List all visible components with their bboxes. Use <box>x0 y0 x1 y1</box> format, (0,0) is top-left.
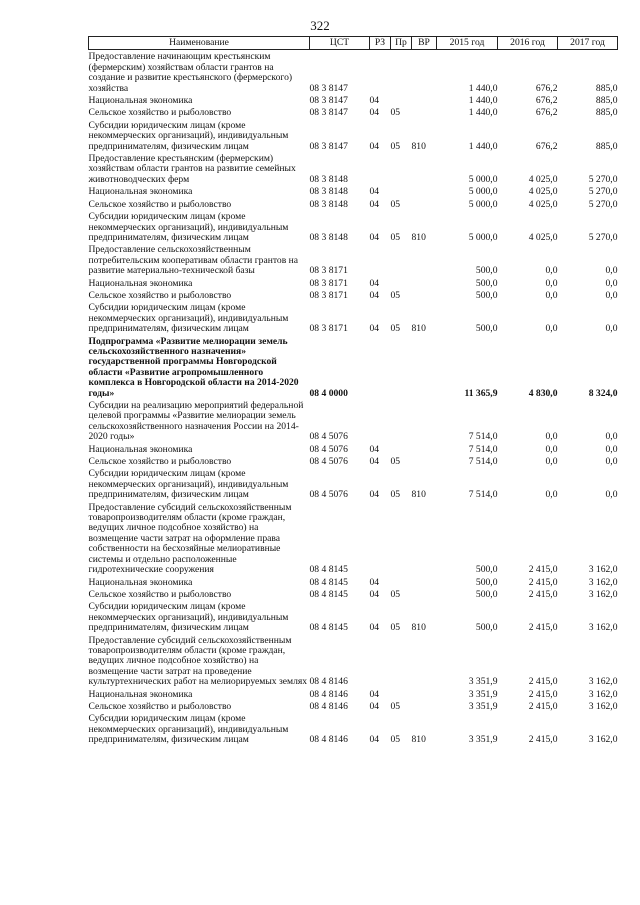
row-cst: 08 3 8147 <box>309 107 348 119</box>
row-cst: 08 4 8146 <box>309 688 348 700</box>
row-cst: 08 3 8147 <box>309 140 348 152</box>
row-pr <box>391 688 412 700</box>
table-row <box>89 277 618 289</box>
row-rz: 04 <box>369 198 380 210</box>
row-pr <box>391 277 412 289</box>
row-2017: 3 162,0 <box>588 688 618 700</box>
row-rz <box>370 243 391 276</box>
row-cst: 08 3 8148 <box>309 173 348 185</box>
row-cst: 08 4 8145 <box>309 588 348 600</box>
row-pr: 05 <box>390 140 401 152</box>
row-vr: 810 <box>411 489 426 501</box>
row-rz <box>370 399 391 443</box>
row-name: Национальная экономика <box>88 688 193 700</box>
table-row <box>89 94 618 106</box>
row-2016: 0,0 <box>545 323 558 335</box>
row-rz: 04 <box>369 107 380 119</box>
row-pr: 05 <box>390 107 401 119</box>
row-2015: 7 514,0 <box>468 443 498 455</box>
row-2017: 3 162,0 <box>588 676 618 688</box>
row-vr <box>412 198 437 210</box>
row-pr <box>391 634 412 688</box>
row-pr: 05 <box>390 588 401 600</box>
row-name: Предоставление крестьянским (фермерским) хозяйствам области грантов на развитие семейных животноводческих ферм <box>88 153 296 185</box>
row-2017: 0,0 <box>605 489 618 501</box>
row-rz <box>370 335 391 399</box>
row-pr: 05 <box>390 231 401 243</box>
row-2016: 676,2 <box>535 82 558 94</box>
table-row <box>89 712 618 745</box>
row-2017: 3 162,0 <box>588 564 618 576</box>
row-2017: 3 162,0 <box>588 622 618 634</box>
row-2015: 500,0 <box>475 622 498 634</box>
table-row <box>89 50 618 94</box>
row-vr <box>412 106 437 118</box>
row-pr <box>391 501 412 576</box>
row-2016: 2 415,0 <box>528 622 558 634</box>
row-2017: 0,0 <box>605 277 618 289</box>
row-2017: 885,0 <box>595 82 618 94</box>
row-2016: 4 025,0 <box>528 186 558 198</box>
page-number: 322 <box>310 18 330 33</box>
row-rz: 04 <box>369 688 380 700</box>
row-name: Предоставление начинающим крестьянским (фермерским) хозяйствам области грантов на создание и развитие крестьянского (фермерского) хозяйства <box>88 51 293 94</box>
row-cst: 08 3 8147 <box>309 95 348 107</box>
row-cst: 08 3 8148 <box>309 231 348 243</box>
header-2016: 2016 год <box>498 37 558 50</box>
table-row <box>89 467 618 500</box>
table-row <box>89 634 618 688</box>
row-2015: 5 000,0 <box>468 173 498 185</box>
row-2017: 5 270,0 <box>588 231 618 243</box>
row-rz: 04 <box>369 700 380 712</box>
row-2017: 5 270,0 <box>588 173 618 185</box>
row-rz: 04 <box>369 622 380 634</box>
row-2015: 1 440,0 <box>468 140 498 152</box>
row-2015: 3 351,9 <box>468 734 498 746</box>
row-name: Субсидии юридическим лицам (кроме некоммерческих организаций), индивидуальным предпринимателям, физическим лицам <box>88 468 289 501</box>
row-rz: 04 <box>369 186 380 198</box>
row-name: Сельское хозяйство и рыболовство <box>88 700 232 712</box>
row-name: Национальная экономика <box>88 277 193 289</box>
header-vr: ВР <box>412 37 437 50</box>
row-2016: 676,2 <box>535 140 558 152</box>
table-row <box>89 185 618 197</box>
row-name: Сельское хозяйство и рыболовство <box>88 456 232 468</box>
row-pr <box>391 50 412 94</box>
row-2017: 0,0 <box>605 431 618 443</box>
row-2016: 4 830,0 <box>528 387 558 399</box>
row-pr <box>391 576 412 588</box>
row-pr: 05 <box>390 734 401 746</box>
row-2017: 3 162,0 <box>588 734 618 746</box>
row-vr: 810 <box>411 140 426 152</box>
row-2015: 1 440,0 <box>468 95 498 107</box>
row-rz: 04 <box>369 231 380 243</box>
header-2015: 2015 год <box>437 37 498 50</box>
table-row <box>89 443 618 455</box>
row-vr <box>412 185 437 197</box>
row-2016: 0,0 <box>545 265 558 277</box>
row-name: Сельское хозяйство и рыболовство <box>88 107 232 119</box>
row-rz: 04 <box>369 489 380 501</box>
row-name: Сельское хозяйство и рыболовство <box>88 289 232 301</box>
row-pr <box>391 152 412 185</box>
row-2016: 0,0 <box>545 489 558 501</box>
row-name: Подпрограмма «Развитие мелиорации земель сельскохозяйственного назначения» государственной программы Новгородской области «Развитие агропромышленного комплекса в Новгородской области на 2014-2020 годы» <box>88 335 299 399</box>
table-row <box>89 455 618 467</box>
row-2017: 3 162,0 <box>588 588 618 600</box>
row-2017: 0,0 <box>605 289 618 301</box>
row-vr <box>412 443 437 455</box>
row-rz: 04 <box>369 456 380 468</box>
row-2015: 5 000,0 <box>468 198 498 210</box>
row-name: Национальная экономика <box>88 95 193 107</box>
row-cst: 08 4 5076 <box>309 443 348 455</box>
row-2016: 0,0 <box>545 456 558 468</box>
row-rz: 04 <box>369 323 380 335</box>
row-2015: 500,0 <box>475 289 498 301</box>
table-row <box>89 289 618 301</box>
row-pr: 05 <box>390 700 401 712</box>
row-cst: 08 3 8171 <box>309 277 348 289</box>
row-pr <box>391 94 412 106</box>
row-vr: 810 <box>411 622 426 634</box>
row-2015: 7 514,0 <box>468 489 498 501</box>
row-2015: 5 000,0 <box>468 231 498 243</box>
row-cst: 08 3 8171 <box>309 289 348 301</box>
row-2016: 676,2 <box>535 107 558 119</box>
header-pr: Пр <box>391 37 412 50</box>
row-cst: 08 4 0000 <box>309 387 348 399</box>
row-rz: 04 <box>369 588 380 600</box>
table-row <box>89 600 618 633</box>
row-2016: 2 415,0 <box>528 688 558 700</box>
row-2016: 2 415,0 <box>528 588 558 600</box>
row-2017: 885,0 <box>595 95 618 107</box>
row-vr: 810 <box>411 734 426 746</box>
row-rz: 04 <box>369 443 380 455</box>
row-cst: 08 4 5076 <box>309 431 348 443</box>
row-2015: 500,0 <box>475 576 498 588</box>
row-vr <box>412 289 437 301</box>
row-pr: 05 <box>390 198 401 210</box>
row-2016: 0,0 <box>545 431 558 443</box>
row-2016: 0,0 <box>545 277 558 289</box>
row-name: Субсидии на реализацию мероприятий федеральной целевой программы «Развитие мелиорации земель сельскохозяйственного назначения России на 2014-2020 годы» <box>88 400 304 443</box>
row-cst: 08 3 8147 <box>309 82 348 94</box>
row-2015: 1 440,0 <box>468 82 498 94</box>
row-cst: 08 4 8146 <box>309 700 348 712</box>
row-name: Субсидии юридическим лицам (кроме некоммерческих организаций), индивидуальным предпринимателям, физическим лицам <box>88 601 289 634</box>
row-cst: 08 4 8145 <box>309 576 348 588</box>
table-row <box>89 576 618 588</box>
row-vr: 810 <box>411 231 426 243</box>
row-2017: 3 162,0 <box>588 576 618 588</box>
row-2015: 7 514,0 <box>468 456 498 468</box>
row-2017: 0,0 <box>605 323 618 335</box>
row-rz: 04 <box>369 140 380 152</box>
row-rz: 04 <box>369 95 380 107</box>
row-2016: 2 415,0 <box>528 676 558 688</box>
table-row <box>89 501 618 576</box>
row-2017: 8 324,0 <box>588 387 618 399</box>
row-2015: 11 365,9 <box>464 387 498 399</box>
row-2015: 500,0 <box>475 588 498 600</box>
row-vr <box>412 277 437 289</box>
row-2015: 500,0 <box>475 277 498 289</box>
header-rz: РЗ <box>370 37 391 50</box>
row-cst: 08 4 5076 <box>309 489 348 501</box>
row-vr <box>412 50 437 94</box>
row-2016: 0,0 <box>545 289 558 301</box>
row-pr <box>391 443 412 455</box>
table-row <box>89 106 618 118</box>
row-2015: 500,0 <box>475 564 498 576</box>
row-pr <box>391 243 412 276</box>
row-vr <box>412 94 437 106</box>
table-body <box>89 50 618 746</box>
row-name: Предоставление сельскохозяйственным потребительским кооперативам области грантов на развитие материально-технической базы <box>88 244 299 277</box>
table-row <box>89 588 618 600</box>
row-2016: 2 415,0 <box>528 576 558 588</box>
row-rz: 04 <box>369 734 380 746</box>
header-name: Наименование <box>89 37 310 50</box>
row-pr <box>391 185 412 197</box>
row-name: Субсидии юридическим лицам (кроме некоммерческих организаций), индивидуальным предпринимателям, физическим лицам <box>88 119 289 152</box>
row-name: Субсидии юридическим лицам (кроме некоммерческих организаций), индивидуальным предпринимателям, физическим лицам <box>88 211 289 243</box>
row-name: Национальная экономика <box>88 576 193 588</box>
table-row <box>89 243 618 276</box>
row-vr <box>412 501 437 576</box>
row-name: Национальная экономика <box>88 443 193 455</box>
row-pr: 05 <box>390 323 401 335</box>
row-2017: 5 270,0 <box>588 186 618 198</box>
row-rz <box>370 50 391 94</box>
row-vr <box>412 634 437 688</box>
header-2017: 2017 год <box>558 37 618 50</box>
row-2017: 3 162,0 <box>588 700 618 712</box>
row-pr <box>391 335 412 399</box>
row-cst: 08 4 8146 <box>309 676 348 688</box>
table-row <box>89 688 618 700</box>
row-cst: 08 4 8145 <box>309 564 348 576</box>
row-name: Субсидии юридическим лицам (кроме некоммерческих организаций), индивидуальным предпринимателям, физическим лицам <box>88 713 289 746</box>
row-vr <box>412 588 437 600</box>
row-2016: 676,2 <box>535 95 558 107</box>
table-row <box>89 152 618 185</box>
row-rz: 04 <box>369 576 380 588</box>
row-name: Национальная экономика <box>88 186 193 198</box>
row-rz: 04 <box>369 289 380 301</box>
row-2017: 0,0 <box>605 456 618 468</box>
table-header-row <box>89 37 618 50</box>
row-2017: 0,0 <box>605 443 618 455</box>
row-rz <box>370 501 391 576</box>
row-name: Предоставление субсидий сельскохозяйственным товаропроизводителям области (кроме граждан, ведущих личное подсобное хозяйство) на возмещение части затрат на оформление права собственности на бесхозяйные мелиоративные системы и отдельно расположенные гидротехнические сооружения <box>88 501 292 576</box>
table-row <box>89 198 618 210</box>
row-2016: 2 415,0 <box>528 564 558 576</box>
row-2016: 0,0 <box>545 443 558 455</box>
row-pr <box>391 399 412 443</box>
row-2015: 1 440,0 <box>468 107 498 119</box>
row-2015: 3 351,9 <box>468 700 498 712</box>
row-pr: 05 <box>390 456 401 468</box>
row-vr <box>412 700 437 712</box>
row-vr <box>412 576 437 588</box>
row-2016: 4 025,0 <box>528 231 558 243</box>
row-name: Предоставление субсидий сельскохозяйственным товаропроизводителям области (кроме граждан, ведущих личное подсобное хозяйство) на возмещение части затрат на проведение культуртехнических работ на мелиорируемых землях <box>88 634 308 688</box>
table-row <box>89 119 618 152</box>
row-vr <box>412 152 437 185</box>
table-row <box>89 301 618 334</box>
row-2015: 3 351,9 <box>468 688 498 700</box>
row-vr <box>412 243 437 276</box>
row-2016: 4 025,0 <box>528 173 558 185</box>
row-cst: 08 3 8148 <box>309 186 348 198</box>
row-cst: 08 3 8171 <box>309 265 348 277</box>
row-2015: 7 514,0 <box>468 431 498 443</box>
row-2016: 2 415,0 <box>528 734 558 746</box>
table-row <box>89 210 618 243</box>
row-rz: 04 <box>369 277 380 289</box>
row-2017: 885,0 <box>595 140 618 152</box>
table-row <box>89 335 618 399</box>
row-2016: 4 025,0 <box>528 198 558 210</box>
row-2017: 5 270,0 <box>588 198 618 210</box>
row-2015: 5 000,0 <box>468 186 498 198</box>
row-cst: 08 4 8146 <box>309 734 348 746</box>
row-cst: 08 4 8145 <box>309 622 348 634</box>
row-2017: 0,0 <box>605 265 618 277</box>
row-vr <box>412 688 437 700</box>
row-2017: 885,0 <box>595 107 618 119</box>
row-vr <box>412 455 437 467</box>
row-vr <box>412 335 437 399</box>
row-rz <box>370 634 391 688</box>
row-rz <box>370 152 391 185</box>
row-name: Субсидии юридическим лицам (кроме некоммерческих организаций), индивидуальным предпринимателям, физическим лицам <box>88 302 289 335</box>
row-2016: 2 415,0 <box>528 700 558 712</box>
row-cst: 08 3 8171 <box>309 323 348 335</box>
row-name: Сельское хозяйство и рыболовство <box>88 588 232 600</box>
row-cst: 08 3 8148 <box>309 198 348 210</box>
row-2015: 3 351,9 <box>468 676 498 688</box>
row-2015: 500,0 <box>475 265 498 277</box>
row-pr: 05 <box>390 622 401 634</box>
table-row <box>89 700 618 712</box>
row-pr: 05 <box>390 489 401 501</box>
row-cst: 08 4 5076 <box>309 456 348 468</box>
header-cst: ЦСТ <box>310 37 370 50</box>
budget-table <box>88 36 618 746</box>
row-name: Сельское хозяйство и рыболовство <box>88 198 232 210</box>
table-row <box>89 399 618 443</box>
row-vr: 810 <box>411 323 426 335</box>
row-2015: 500,0 <box>475 323 498 335</box>
row-vr <box>412 399 437 443</box>
row-pr: 05 <box>390 289 401 301</box>
